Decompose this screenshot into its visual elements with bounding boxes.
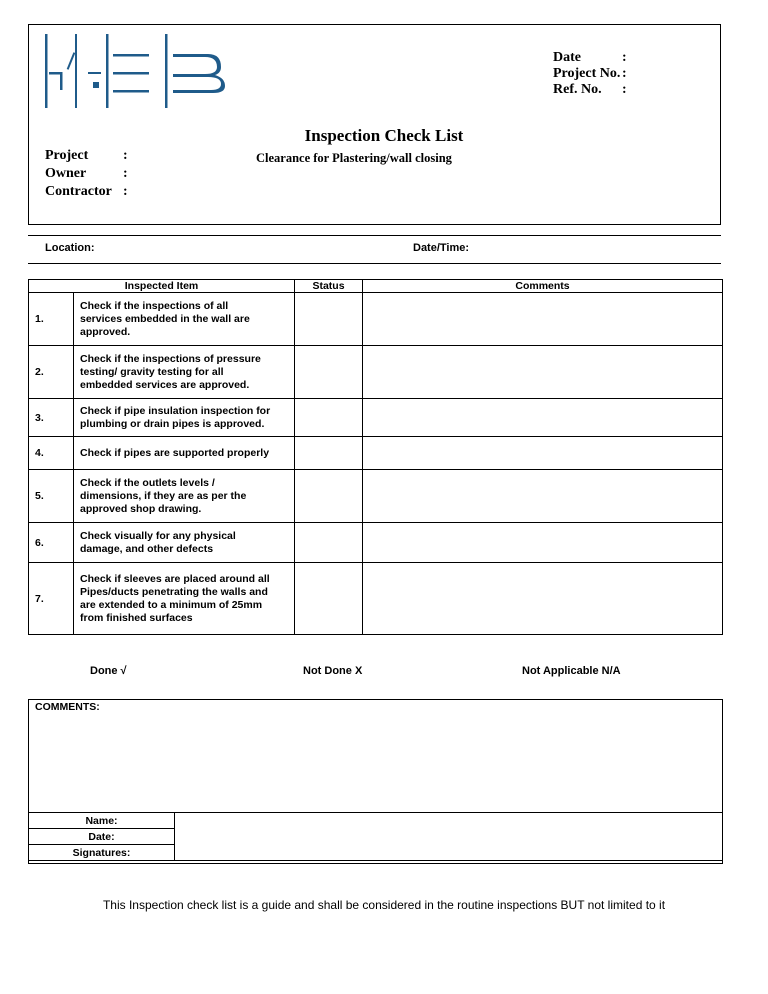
table-row: [29, 346, 723, 399]
table-row: [29, 399, 723, 437]
name-label: Name:: [29, 813, 175, 829]
row-number: 5.: [29, 470, 74, 523]
row-item: [74, 523, 295, 563]
row-comments-cell[interactable]: [363, 437, 723, 470]
table-row: [29, 293, 723, 346]
footer-note: This Inspection check list is a guide and shall be considered in the routine inspections BUT not limited to it: [102, 898, 666, 912]
row-item-line: damage, and other defects: [80, 542, 214, 555]
row-status-cell[interactable]: [295, 399, 363, 437]
row-item-line: Pipes/ducts penetrating the walls and: [80, 585, 268, 598]
row-number: 2.: [29, 346, 74, 399]
page-title: Inspection Check List: [304, 126, 464, 145]
header-status: Status: [295, 280, 363, 293]
table-row: [29, 437, 723, 470]
row-item-line: plumbing or drain pipes is approved.: [80, 417, 265, 430]
row-item: [74, 346, 295, 399]
row-number: 1.: [29, 293, 74, 346]
legend-not-done: Not Done X: [303, 665, 363, 677]
divider-bottom: [28, 263, 721, 264]
signature-row: [29, 813, 723, 829]
row-comments-cell[interactable]: [363, 346, 723, 399]
row-number: 7.: [29, 563, 74, 635]
table-row: [29, 470, 723, 523]
row-item: [74, 437, 295, 470]
legend-not-applicable: Not Applicable N/A: [522, 665, 621, 677]
project-no-label: Project No.: [553, 66, 621, 81]
row-status-cell[interactable]: [295, 563, 363, 635]
comments-label: COMMENTS:: [35, 701, 100, 713]
divider-top: [28, 235, 721, 236]
row-item: [74, 399, 295, 437]
table-row: [29, 523, 723, 563]
legend-done: Done √: [90, 665, 127, 677]
row-item-line: testing/ gravity testing for all: [80, 365, 224, 378]
contractor-colon: :: [123, 184, 128, 199]
ref-no-colon: :: [622, 82, 627, 97]
row-item-line: Check if pipe insulation inspection for: [80, 404, 271, 417]
row-item-line: approved shop drawing.: [80, 502, 202, 515]
row-status-cell[interactable]: [295, 523, 363, 563]
row-item-line: are extended to a minimum of 25mm: [80, 598, 263, 611]
date-label: Date: [553, 50, 581, 65]
row-item-line: dimensions, if they are as per the: [80, 489, 247, 502]
row-item-line: embedded services are approved.: [80, 378, 250, 391]
location-label: Location:: [45, 242, 95, 254]
row-item: [74, 563, 295, 635]
signatures-label: Signatures:: [29, 845, 175, 861]
row-status-cell[interactable]: [295, 293, 363, 346]
row-status-cell[interactable]: [295, 346, 363, 399]
row-item-line: Check if the inspections of all: [80, 299, 229, 312]
project-colon: :: [123, 148, 128, 163]
inspection-table: [28, 279, 723, 635]
header-comments: Comments: [363, 280, 723, 293]
row-item-line: Check if sleeves are placed around all: [80, 572, 270, 585]
sign-date-label: Date:: [29, 829, 175, 845]
project-no-colon: :: [622, 66, 627, 81]
row-item: [74, 293, 295, 346]
owner-label: Owner: [45, 166, 87, 181]
contractor-label: Contractor: [45, 184, 112, 199]
row-item-line: Check if pipes are supported properly: [80, 446, 270, 459]
row-item-line: from finished surfaces: [80, 611, 193, 624]
table-row: [29, 563, 723, 635]
row-comments-cell[interactable]: [363, 399, 723, 437]
page-subtitle: Clearance for Plastering/wall closing: [256, 151, 452, 165]
row-status-cell[interactable]: [295, 470, 363, 523]
row-comments-cell[interactable]: [363, 523, 723, 563]
project-label: Project: [45, 148, 89, 163]
owner-colon: :: [123, 166, 128, 181]
row-item-line: Check visually for any physical: [80, 529, 236, 542]
ref-no-label: Ref. No.: [553, 82, 602, 97]
header-inspected-item: Inspected Item: [29, 280, 295, 293]
row-item-line: Check if the inspections of pressure: [80, 352, 261, 365]
company-logo: [45, 34, 227, 110]
row-number: 6.: [29, 523, 74, 563]
signature-field[interactable]: [175, 813, 723, 861]
row-number: 3.: [29, 399, 74, 437]
row-item-line: approved.: [80, 325, 131, 338]
row-item-line: Check if the outlets levels /: [80, 476, 215, 489]
row-item: [74, 470, 295, 523]
row-comments-cell[interactable]: [363, 470, 723, 523]
signature-table: [28, 812, 723, 861]
date-colon: :: [622, 50, 627, 65]
row-status-cell[interactable]: [295, 437, 363, 470]
row-number: 4.: [29, 437, 74, 470]
row-item-line: services embedded in the wall are: [80, 312, 250, 325]
datetime-label: Date/Time:: [413, 242, 470, 254]
table-header-row: [29, 280, 723, 293]
row-comments-cell[interactable]: [363, 563, 723, 635]
row-comments-cell[interactable]: [363, 293, 723, 346]
